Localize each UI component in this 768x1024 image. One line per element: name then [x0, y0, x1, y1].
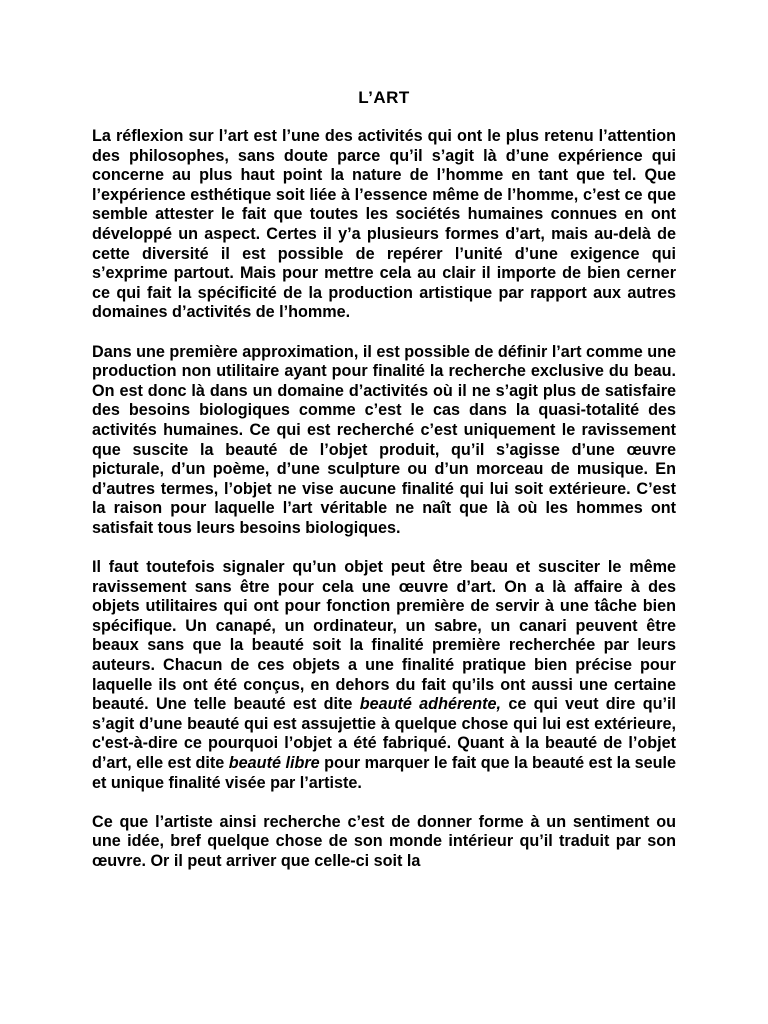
paragraph-text: La réflexion sur l’art est l’une des activités qui ont le plus retenu l’attention des philosophes, sans doute parce qu’il s’agit là d’une expérience qui concerne au plus haut point la nature de l’homme en tant que tel. Que l’expérience esthétique soit liée à l’essence même de l’homme, c’est ce que semble attester le fait que toutes les sociétés humaines connues en ont développé un aspect. Certes il y’a plusieurs formes d’art, mais au-delà de cette diversité il est possible de repérer l’unité d’une exigence qui s’exprime partout. Mais pour mettre cela au clair il importe de bien cerner ce qui fait la spécificité de la production artistique par rapport aux autres domaines d’activités de l’homme. [92, 127, 676, 322]
emphasized-term: beauté adhérente, [359, 695, 502, 714]
body-paragraph [92, 813, 676, 872]
paragraph-text: Dans une première approximation, il est possible de définir l’art comme une production non utilitaire ayant pour finalité la recherche exclusive du beau. On est donc là dans un domaine d’activités où il ne s’agit plus de satisfaire des besoins biologiques comme c’est le cas dans la quasi-totalité des activités humaines. Ce qui est recherché c’est uniquement le ravissement que suscite la beauté de l’objet produit, qu’il s’agisse d’une œuvre picturale, d’un poème, d’une sculpture ou d’un morceau de musique. En d’autres termes, l’objet ne vise aucune finalité qui lui soit extérieure. C’est la raison pour laquelle l’art véritable ne naît que là où les hommes ont satisfait tous leurs besoins biologiques. [92, 342, 676, 537]
body-paragraph [92, 558, 676, 793]
document-title: L’ART [358, 88, 410, 107]
paragraph-text: Ce que l’artiste ainsi recherche c’est de donner forme à un sentiment ou une idée, bref quelque chose de son monde intérieur qu’il traduit par son œuvre. Or il peut arriver que celle-ci soit la [92, 812, 676, 870]
paragraph-text: Il faut toutefois signaler qu’un objet peut être beau et susciter le même ravissement sans être pour cela une œuvre d’art. On a là affaire à des objets utilitaires qui ont pour fonction première de servir à une tâche bien spécifique. Un canapé, un ordinateur, un sabre, un canari peuvent être beaux sans que la beauté soit la finalité première recherchée par leurs auteurs. Chacun de ces objets a une finalité pratique bien précise pour laquelle ils ont été conçus, en dehors du fait qu’ils ont aussi une certaine beauté. Une telle beauté est dite [92, 558, 676, 714]
body-paragraph [92, 343, 676, 539]
body-paragraph [92, 127, 676, 323]
emphasized-term: beauté libre [228, 754, 320, 772]
paragraph-text: pour marquer le fait que la beauté est la seule et unique finalité visée par l’artiste. [92, 754, 676, 792]
paragraph-text: ce qui veut dire qu’il s’agit d’une beauté qui est assujettie à quelque chose qui lui est extérieure, c'est-à-dire ce pourquoi l’objet a été fabriqué. Quant à la beauté de l’objet d’art, elle est dite [92, 695, 676, 772]
document-body [92, 127, 676, 891]
